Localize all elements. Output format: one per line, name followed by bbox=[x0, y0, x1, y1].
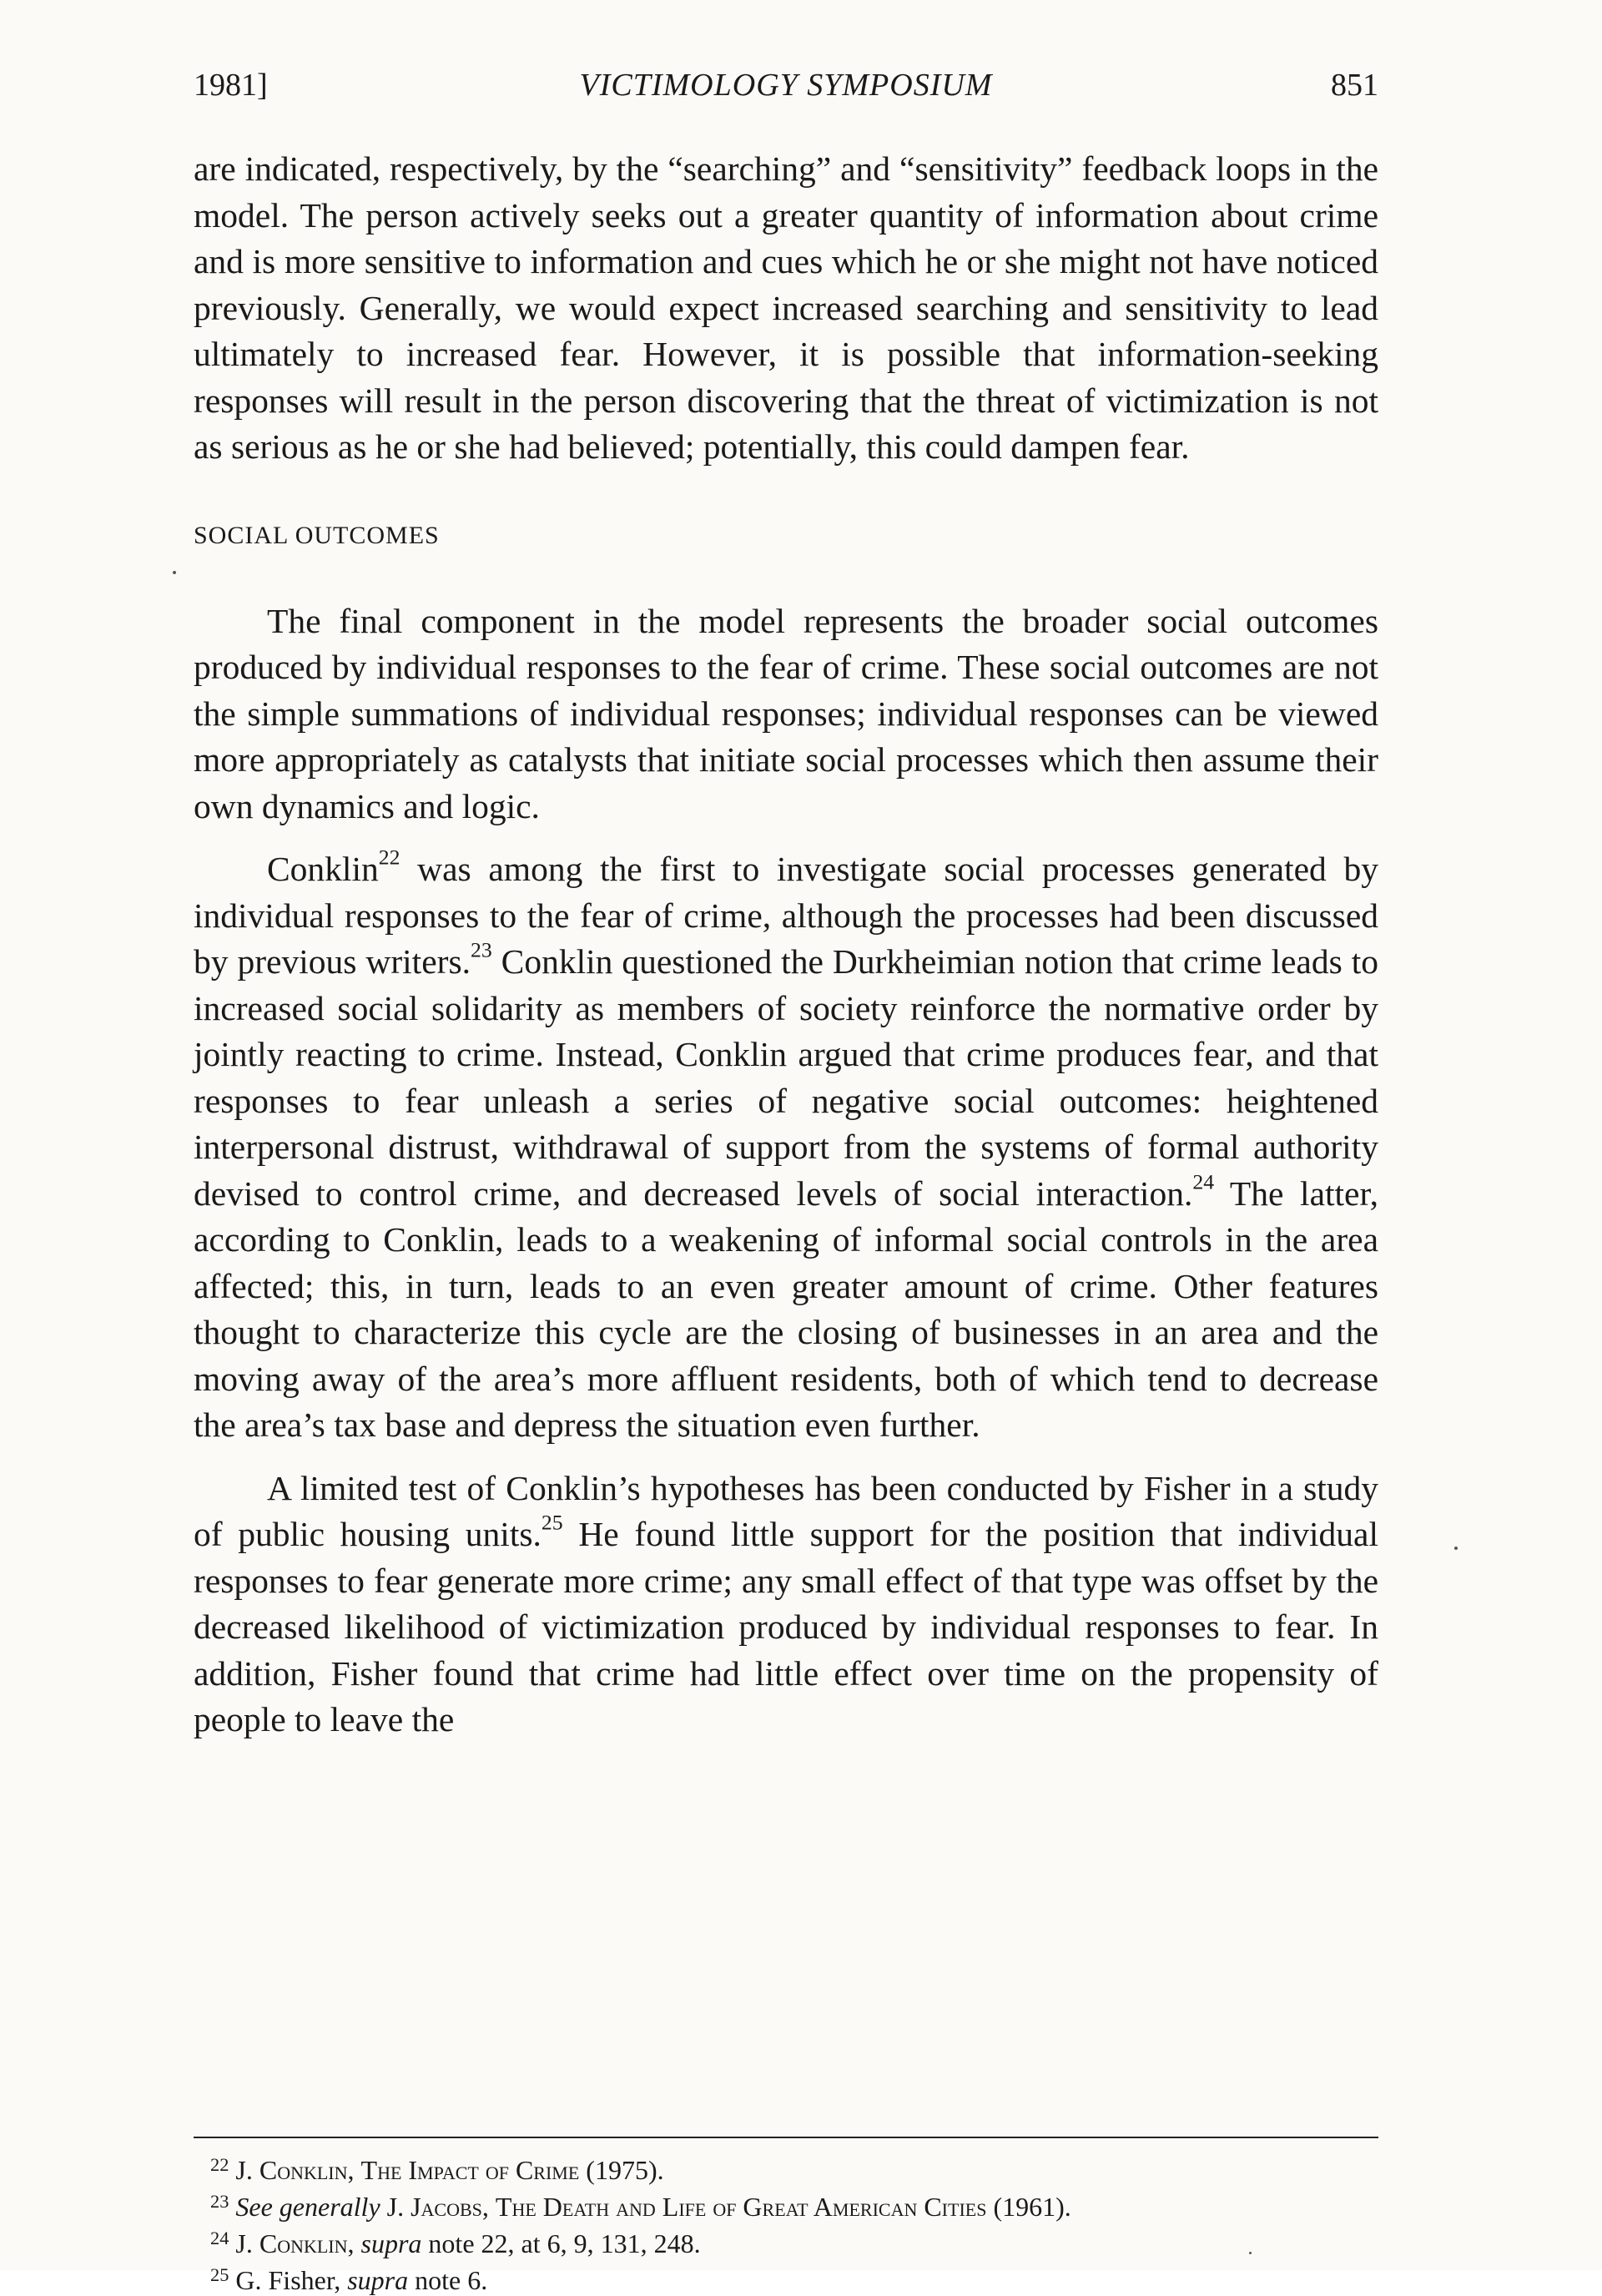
footnote-text: , bbox=[347, 2228, 361, 2259]
scan-speck bbox=[173, 571, 176, 574]
footnote-text: note 6. bbox=[408, 2265, 488, 2296]
footnote-text: note 22, at 6, 9, 131, 248. bbox=[421, 2228, 701, 2259]
footnote-text: , bbox=[347, 2155, 361, 2186]
footnote-number: 25 bbox=[210, 2264, 229, 2286]
body-text bbox=[194, 146, 1378, 1743]
author-name: Conklin bbox=[259, 2228, 348, 2259]
text-run: He found little support for the position that individual responses to fear generate more crime; any small effect of that type was offset by the decreased likelihood of victimization produced by individual responses to fear. In addition, Fisher found that crime had little effect over time on the propensity of people to leave the bbox=[194, 1515, 1378, 1738]
header-year: 1981] bbox=[194, 68, 268, 103]
paragraph-conklin bbox=[194, 846, 1378, 1449]
scan-speck bbox=[1249, 2252, 1252, 2254]
paragraph-social-outcomes: The final component in the model represents the broader social outcomes produced by individual responses to the fear of crime. These social outcomes are not the simple summations of individual responses; individual responses can be viewed more appropriately as catalysts that initiate social processes which then assume their own dynamics and logic. bbox=[194, 601, 1378, 825]
author-name: Conklin bbox=[259, 2155, 348, 2186]
footnote-ref-25: 25 bbox=[541, 1510, 563, 1535]
footnote-number: 23 bbox=[210, 2191, 229, 2213]
supra-signal: supra bbox=[360, 2228, 422, 2259]
footnote-23 bbox=[194, 2186, 1378, 2223]
book-title: The Impact of Crime bbox=[360, 2155, 580, 2186]
author-name: Jacobs bbox=[411, 2192, 482, 2223]
text-run: was among the first to investigate social processes generated by individual responses to the fear of crime, although the processes had been discussed by previous writers. bbox=[194, 850, 1378, 981]
text-run: A limited test of Conklin’s hypotheses has been conducted by Fisher in a study of public housing units. bbox=[194, 1468, 1378, 1553]
footnote-text: (1975). bbox=[579, 2155, 664, 2186]
footnote-divider bbox=[194, 2137, 1378, 2138]
footnote-ref-24: 24 bbox=[1192, 1169, 1215, 1194]
footnote-number: 22 bbox=[210, 2154, 229, 2175]
section-heading: SOCIAL OUTCOMES bbox=[194, 521, 440, 549]
footnote-text: G. Fisher, bbox=[235, 2265, 348, 2296]
footnote-text: , bbox=[481, 2192, 496, 2223]
supra-signal: supra bbox=[347, 2265, 409, 2296]
footnote-text: (1961). bbox=[986, 2192, 1071, 2223]
footnote-ref-22: 22 bbox=[378, 845, 400, 870]
footnotes bbox=[194, 2149, 1378, 2296]
paragraph-continued: are indicated, respectively, by the “searching” and “sensitivity” feedback loops in the model. The person actively seeks out a greater quantity of information about crime and is more sensitive to information and cues which he or she might not have noticed previously. Generally, we would expect increased searching and sensitivity to lead ultimately to increased fear. However, it is possible that information-seeking responses will result in the person discovering that the threat of victimization is not as serious as he or she had believed; potentially, this could dampen fear. bbox=[194, 149, 1378, 466]
page-number: 851 bbox=[1331, 68, 1378, 103]
book-title: The Death and Life of Great American Cities bbox=[495, 2192, 987, 2223]
header-journal-title: VICTIMOLOGY SYMPOSIUM bbox=[579, 68, 993, 103]
footnote-text: J. bbox=[380, 2192, 411, 2223]
scan-speck bbox=[1454, 1547, 1458, 1550]
footnote-24 bbox=[194, 2223, 1378, 2259]
text-run: The latter, according to Conklin, leads to a weakening of informal social controls in the area affected; this, in turn, leads to an even greater amount of crime. Other features thought to characterize this cycle are the closing of businesses in an area and the moving away of the area’s more affluent residents, both of which tend to decrease the area’s tax base and depress the situation even further. bbox=[194, 1173, 1378, 1444]
footnote-text: J. bbox=[235, 2228, 259, 2259]
footnote-25 bbox=[194, 2259, 1378, 2296]
paragraph-fisher bbox=[194, 1466, 1378, 1743]
footnote-text: J. bbox=[235, 2155, 259, 2186]
footnote-22 bbox=[194, 2149, 1378, 2186]
footnote-number: 24 bbox=[210, 2228, 229, 2249]
footnote-ref-23: 23 bbox=[470, 937, 492, 962]
running-header bbox=[194, 67, 1378, 117]
text-run: Conklin bbox=[267, 850, 379, 888]
text-run: Conklin questioned the Durkheimian notion that crime leads to increased social solidarity as members of society reinforce the normative order by jointly reacting to crime. Instead, Conklin argued that crime produces fear, and that responses to fear unleash a series of negative social outcomes: heightened interpersonal distrust, withdrawal of support from the systems of formal authority devised to control crime, and decreased levels of social interaction. bbox=[194, 942, 1378, 1213]
signal-phrase: See generally bbox=[235, 2192, 380, 2223]
